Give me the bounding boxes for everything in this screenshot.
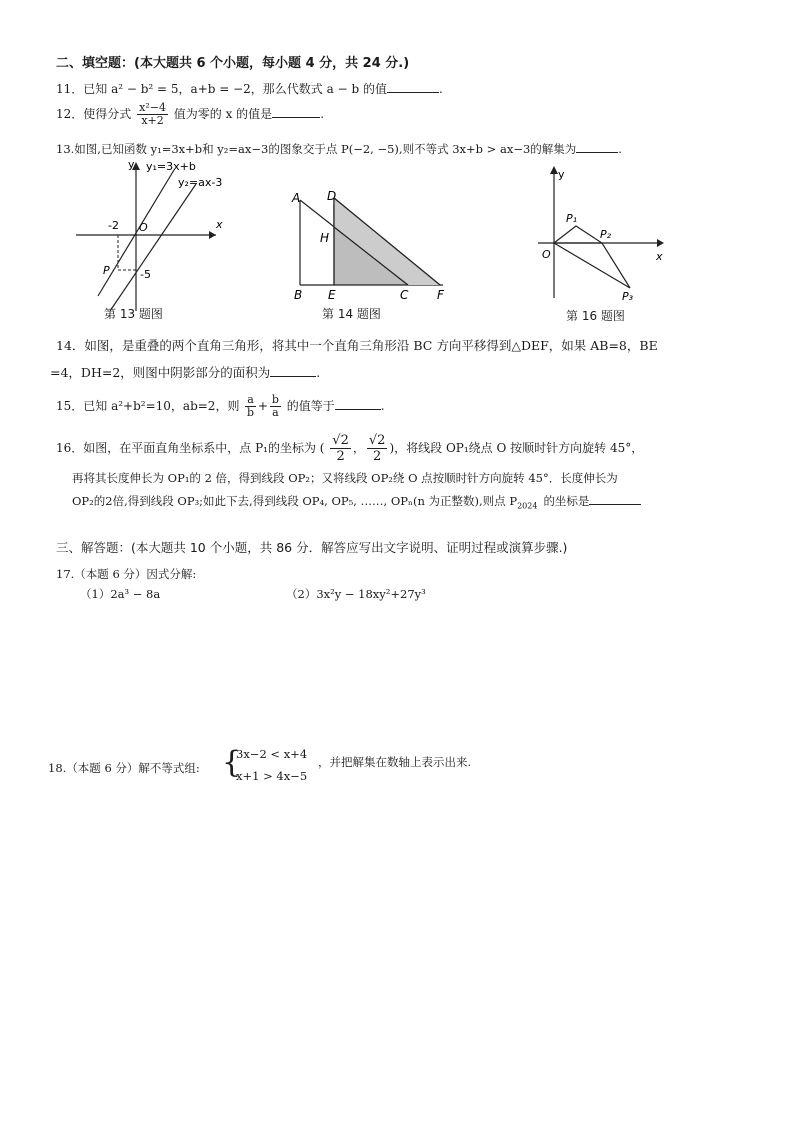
figure-14 [288, 190, 458, 305]
fraction-b-over-a: $\frac{b}{a}$ [271, 393, 279, 419]
question-11-text: 11．已知 a² − b² = 5，a+b = −2，那么代数式 a − b 的值 [56, 82, 387, 96]
answer-blank[interactable] [387, 80, 439, 93]
question-11: 11．已知 a² − b² = 5，a+b = −2，那么代数式 a − b 的值 . [56, 82, 443, 96]
question-16-mid: ，将线段 OP₁绕点 O 按顺时针方向旋转 45°， [394, 441, 644, 455]
p1-label: P₁ [566, 212, 578, 225]
question-13: 13.如图,已知函数 y₁=3x+b和 y₂=ax−3的图象交于点 P(−2, −5),则不等式 3x+b > ax−3的解集为 . [56, 142, 622, 156]
fraction-numerator: x²−4 [139, 101, 166, 114]
label-h: H [320, 231, 330, 245]
section-3-title: 三、解答题：(本大题共 10 个小题，共 86 分．解答应写出文字说明、证明过程或演算步骤.) [56, 540, 568, 555]
figure-16-caption: 第 16 题图 [566, 309, 625, 323]
tick-x-label: -2 [108, 219, 119, 232]
question-17-title: 17.（本题 6 分）因式分解: [56, 567, 197, 581]
y-axis-arrow [550, 166, 558, 174]
question-15-prefix: 15．已知 a²+b²=10，ab=2，则 [56, 399, 240, 413]
answer-blank[interactable] [589, 492, 641, 505]
question-14-line-2: =4，DH=2，则图中阴影部分的面积为 . [50, 365, 321, 380]
inequality-2: x+1 > 4x−5 [236, 769, 308, 783]
line-1-label: y₁=3x+b [146, 160, 196, 173]
label-e: E [328, 288, 336, 302]
question-18-suffix: ，并把解集在数轴上表示出来. [318, 755, 472, 769]
label-f: F [437, 288, 444, 302]
question-12-suffix: 值为零的 x 的值是 [173, 107, 273, 121]
question-12-prefix: 12．使得分式 [56, 107, 132, 121]
label-d: D [327, 190, 337, 203]
coordinate-y-fraction: $\frac{√2}{2}$ [368, 433, 386, 464]
origin-label: O [139, 221, 148, 234]
fraction-denominator: x+2 [141, 114, 164, 127]
figure-13-caption: 第 13 题图 [104, 307, 163, 321]
answer-blank[interactable] [270, 364, 316, 377]
coordinate-x-fraction: $\frac{√2}{2}$ [332, 433, 349, 464]
label-a: A [292, 191, 301, 205]
origin-label: O [542, 248, 551, 261]
x-label: x [656, 250, 663, 263]
question-17-part-1: （1）2a³ − 8a [80, 587, 161, 601]
x-axis-arrow [657, 239, 664, 247]
answer-blank[interactable] [272, 105, 320, 118]
y-label: y [128, 158, 135, 171]
question-14-text: =4，DH=2，则图中阴影部分的面积为 [50, 365, 271, 380]
spiral-path [554, 226, 630, 288]
answer-blank[interactable] [576, 140, 618, 153]
question-15: 15．已知 a²+b²=10，ab=2，则 $\frac{a}{b}$ + $\frac{b}{a}$ 的值等于 . [56, 393, 385, 419]
question-17-part-2: （2）3x²y − 18xy²+27y³ [286, 587, 426, 601]
line-2-label: y₂=ax-3 [178, 176, 223, 189]
question-13-text: 13.如图,已知函数 y₁=3x+b和 y₂=ax−3的图象交于点 P(−2, −5),则不等式 3x+b > ax−3的解集为 [56, 142, 577, 156]
question-15-suffix: 的值等于 [286, 399, 335, 413]
p3-label: P₃ [622, 290, 634, 303]
question-12: 12．使得分式 $\frac{\text{x²−4}}{x+2}$ 值为零的 x 的值是 . [56, 101, 325, 127]
fraction-a-over-b: $\frac{a}{b}$ [247, 393, 255, 419]
question-16-prefix: 16．如图，在平面直角坐标系中，点 P₁的坐标为 ( [56, 441, 325, 455]
tick-y-label: -5 [140, 268, 151, 281]
y-label: y [558, 168, 565, 181]
question-16-line-2: 再将其长度伸长为 OP₁的 2 倍，得到线段 OP₂；又将线段 OP₂绕 O 点按顺时针方向旋转 45°．长度伸长为 [72, 471, 618, 485]
question-16-line-3: OP₂的2倍,得到线段 OP₃;如此下去,得到线段 OP₄, OP₅, ……, OPₙ(n 为正整数),则点 $P_{2024}$ 的坐标是 [72, 492, 641, 514]
x-label: x [216, 218, 223, 231]
inequality-1: 3x−2 < x+4 [236, 747, 308, 761]
answer-blank[interactable] [335, 397, 381, 410]
section-2-title: 二、填空题：(本大题共 6 个小题，每小题 4 分，共 24 分.) [56, 56, 410, 71]
point-p-label: P [103, 264, 110, 277]
x-axis-arrow [209, 231, 216, 239]
question-16-line-1: 16．如图，在平面直角坐标系中，点 P₁的坐标为 ( $\frac{√2}{2}$ ， $\frac{√2}{2}$ )，将线段 OP₁绕点 O 按顺时针方向旋转 45°， [56, 433, 644, 464]
label-c: C [400, 288, 409, 302]
fraction [137, 102, 168, 127]
figure-16 [530, 158, 670, 308]
figure-14-caption: 第 14 题图 [322, 307, 381, 321]
line-y2 [110, 184, 196, 311]
p2-label: P₂ [600, 228, 612, 241]
label-b: B [294, 288, 303, 302]
question-14-line-1: 14．如图，是重叠的两个直角三角形，将其中一个直角三角形沿 BC 方向平移得到△DEF，如果 AB=8，BE [56, 338, 658, 353]
question-18-prefix: 18.（本题 6 分）解不等式组: [48, 761, 200, 775]
figure-13 [66, 156, 226, 326]
system-brace: { [222, 745, 242, 780]
